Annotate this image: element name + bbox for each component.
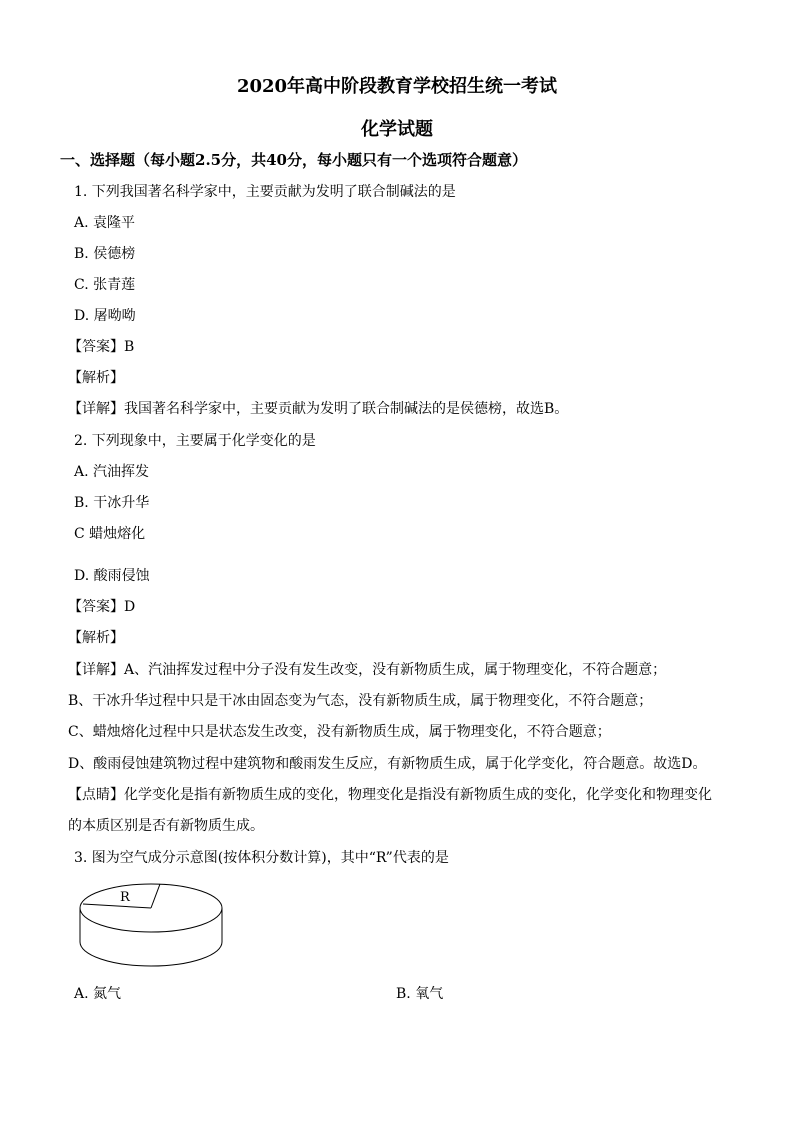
question-2-option-b: B. 干冰升华 xyxy=(74,495,150,511)
question-1-option-c: C. 张青莲 xyxy=(74,277,136,293)
question-2-detail-line: 【详解】A、汽油挥发过程中分子没有发生改变，没有新物质生成，属于物理变化，不符合题意； xyxy=(68,662,667,678)
question-2-comment-line: 【点睛】化学变化是指有新物质生成的变化，物理变化是指没有新物质生成的变化，化学变化和物理变化 xyxy=(68,787,712,803)
question-1-option-b: B. 侯德榜 xyxy=(74,246,136,262)
section-heading: 一、选择题（每小题2.5分，共40分，每小题只有一个选项符合题意） xyxy=(60,151,527,169)
question-2-comment-line: 的本质区别是否有新物质生成。 xyxy=(68,818,264,834)
question-2-option-a: A. 汽油挥发 xyxy=(74,464,150,480)
question-2-option-c: C 蜡烛熔化 xyxy=(74,526,146,542)
question-2-detail-line: D、酸雨侵蚀建筑物过程中建筑物和酸雨发生反应，有新物质生成，属于化学变化，符合题意。故选D。 xyxy=(68,756,707,772)
question-2-detail-line: C、蜡烛熔化过程中只是状态发生改变，没有新物质生成，属于物理变化，不符合题意； xyxy=(68,724,611,740)
question-2-stem: 2. 下列现象中，主要属于化学变化的是 xyxy=(74,433,316,449)
question-3-stem: 3. 图为空气成分示意图(按体积分数计算)，其中“R”代表的是 xyxy=(74,850,449,866)
question-2-answer: 【答案】D xyxy=(68,599,136,615)
question-1-answer: 【答案】B xyxy=(68,339,135,355)
question-2-option-d: D. 酸雨侵蚀 xyxy=(74,568,150,584)
question-1-option-a: A. 袁隆平 xyxy=(74,215,136,231)
subject-title: 化学试题 xyxy=(361,119,433,140)
air-composition-cylinder-figure xyxy=(78,880,228,970)
question-3-option-b: B. 氧气 xyxy=(396,986,444,1002)
question-1-detail: 【详解】我国著名科学家中，主要贡献为发明了联合制碱法的是侯德榜，故选B。 xyxy=(68,401,569,417)
question-3-option-a: A. 氮气 xyxy=(74,986,122,1002)
question-1-option-d: D. 屠呦呦 xyxy=(74,308,136,324)
exam-title: 2020年高中阶段教育学校招生统一考试 xyxy=(236,76,558,97)
question-1-stem: 1. 下列我国著名科学家中，主要贡献为发明了联合制碱法的是 xyxy=(74,184,456,200)
question-2-analysis-label: 【解析】 xyxy=(68,630,124,646)
question-1-analysis-label: 【解析】 xyxy=(68,370,124,386)
sector-label-r: R xyxy=(120,890,130,905)
question-2-detail-line: B、干冰升华过程中只是干冰由固态变为气态，没有新物质生成，属于物理变化，不符合题意； xyxy=(68,693,653,709)
